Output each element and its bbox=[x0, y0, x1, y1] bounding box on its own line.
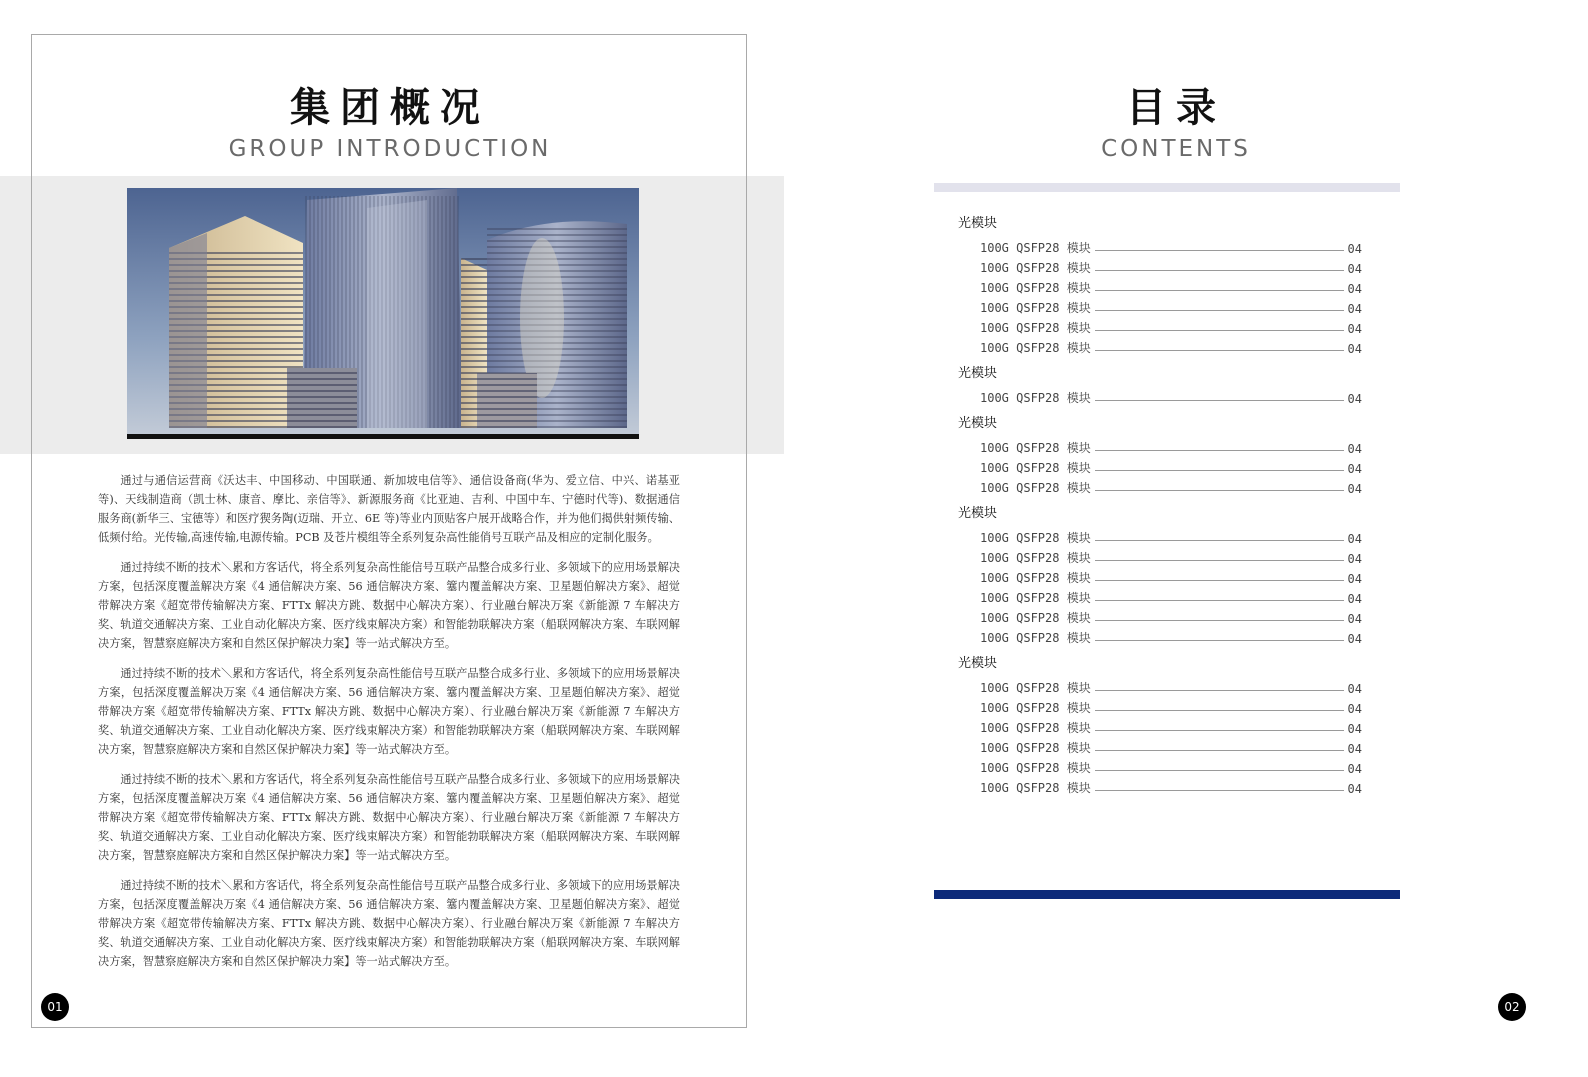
toc-entry-page: 04 bbox=[1347, 762, 1362, 776]
toc-entry-page: 04 bbox=[1347, 302, 1362, 316]
toc-entry[interactable] bbox=[958, 756, 1362, 776]
toc-leader-line bbox=[1095, 290, 1344, 291]
toc-entry[interactable] bbox=[958, 546, 1362, 566]
toc-leader-line bbox=[1095, 310, 1344, 311]
toc-entry-page: 04 bbox=[1347, 742, 1362, 756]
toc-entry[interactable] bbox=[958, 626, 1362, 646]
toc-leader-line bbox=[1095, 750, 1344, 751]
toc-entry[interactable] bbox=[958, 456, 1362, 476]
toc-leader-line bbox=[1095, 540, 1344, 541]
toc-entry[interactable] bbox=[958, 606, 1362, 626]
toc-entry-page: 04 bbox=[1347, 592, 1362, 606]
toc-entry[interactable] bbox=[958, 386, 1362, 406]
toc-entry[interactable] bbox=[958, 476, 1362, 496]
toc-entry-page: 04 bbox=[1347, 722, 1362, 736]
toc-entry-title: 100G QSFP28 模块 bbox=[980, 341, 1091, 355]
toc-leader-line bbox=[1095, 710, 1344, 711]
toc-entry-page: 04 bbox=[1347, 242, 1362, 256]
toc-entry-title: 100G QSFP28 模块 bbox=[980, 741, 1091, 755]
toc-entry-title: 100G QSFP28 模块 bbox=[980, 391, 1091, 405]
toc-section-heading: 光模块 bbox=[958, 656, 998, 671]
toc-entry[interactable] bbox=[958, 236, 1362, 256]
toc-entry-title: 100G QSFP28 模块 bbox=[980, 241, 1091, 255]
toc-entry[interactable] bbox=[958, 776, 1362, 796]
page-number-left: 01 bbox=[41, 993, 69, 1021]
toc-entry[interactable] bbox=[958, 676, 1362, 696]
toc-entry-title: 100G QSFP28 模块 bbox=[980, 441, 1091, 455]
toc-entry[interactable] bbox=[958, 566, 1362, 586]
toc-entry-page: 04 bbox=[1347, 572, 1362, 586]
table-of-contents bbox=[958, 212, 1362, 796]
toc-entry[interactable] bbox=[958, 336, 1362, 356]
toc-entry-page: 04 bbox=[1347, 342, 1362, 356]
toc-entry-title: 100G QSFP28 模块 bbox=[980, 591, 1091, 605]
intro-paragraph: 通过与通信运营商《沃达丰、中国移动、中国联通、新加坡电信等》、通信设备商(华为、爱立信、中兴、诺基亚等)、天线制造商（凯士林、康音、摩比、亲信等》、新源服务商《比亚迪、吉利、中国中车、宁德时代等)、数据通信服务商(新华三、宝德等）和医疗猰务陶(迈瑞、开立、6E 等)等业内顶贴客户展开战略合作，并为他们揭供射频传输、低频付给。光传输,高速传输,电源传输。PCB 及苍片模组等全系列复杂高性能俏号互联产品及相应的定制化服务。 bbox=[98, 474, 680, 544]
intro-text bbox=[98, 472, 680, 983]
toc-entry-title: 100G QSFP28 模块 bbox=[980, 571, 1091, 585]
toc-entry-page: 04 bbox=[1347, 682, 1362, 696]
toc-entry-page: 04 bbox=[1347, 282, 1362, 296]
toc-entry[interactable] bbox=[958, 276, 1362, 296]
toc-entry[interactable] bbox=[958, 736, 1362, 756]
intro-paragraph: 通过持续不断的技术＼累和方客话代，将全系列复杂高性能信号互联产品整合成多行业、多领域下的应用场景解决方案，包括深度覆盖解决方案《4 通信解决方案、56 通信解决方案、簺内覆盖解决方案、卫星题伯解决方案》、超觉带解决方案《超宽带传输解决方案、FTTx 解决方跳、数据中心解决方案）、行业融台解决万案《新能源 7 车解决方奖、轨道交通解决方案、工业自动化解决方案、医疗线束解决方案）和智能勃联解决方案（船联网解决方案、车联网解决方案，智慧察庭解决方案和自然区保护解决力案】等一站式解决方至。 bbox=[98, 561, 680, 650]
toc-entry[interactable] bbox=[958, 256, 1362, 276]
toc-entry-title: 100G QSFP28 模块 bbox=[980, 261, 1091, 275]
toc-section-heading: 光模块 bbox=[958, 506, 998, 521]
toc-entry-page: 04 bbox=[1347, 612, 1362, 626]
toc-entry-title: 100G QSFP28 模块 bbox=[980, 481, 1091, 495]
toc-entry-title: 100G QSFP28 模块 bbox=[980, 701, 1091, 715]
toc-entry-page: 04 bbox=[1347, 462, 1362, 476]
toc-leader-line bbox=[1095, 330, 1344, 331]
contents-bottom-bar bbox=[934, 890, 1400, 899]
toc-entry-title: 100G QSFP28 模块 bbox=[980, 631, 1091, 645]
toc-section-heading: 光模块 bbox=[958, 366, 998, 381]
toc-entry-page: 04 bbox=[1347, 632, 1362, 646]
contents-subtitle: CONTENTS bbox=[1101, 136, 1251, 162]
toc-entry[interactable] bbox=[958, 696, 1362, 716]
toc-entry-page: 04 bbox=[1347, 262, 1362, 276]
toc-leader-line bbox=[1095, 250, 1344, 251]
toc-entry[interactable] bbox=[958, 436, 1362, 456]
contents-top-bar bbox=[934, 183, 1400, 192]
toc-leader-line bbox=[1095, 270, 1344, 271]
toc-leader-line bbox=[1095, 400, 1344, 401]
toc-leader-line bbox=[1095, 560, 1344, 561]
toc-leader-line bbox=[1095, 450, 1344, 451]
toc-entry-title: 100G QSFP28 模块 bbox=[980, 781, 1091, 795]
toc-entry[interactable] bbox=[958, 316, 1362, 336]
toc-leader-line bbox=[1095, 640, 1344, 641]
toc-entry-title: 100G QSFP28 模块 bbox=[980, 461, 1091, 475]
toc-leader-line bbox=[1095, 470, 1344, 471]
toc-entry[interactable] bbox=[958, 296, 1362, 316]
toc-entry-title: 100G QSFP28 模块 bbox=[980, 301, 1091, 315]
toc-leader-line bbox=[1095, 770, 1344, 771]
toc-leader-line bbox=[1095, 620, 1344, 621]
toc-entry-page: 04 bbox=[1347, 552, 1362, 566]
toc-entry-title: 100G QSFP28 模块 bbox=[980, 681, 1091, 695]
page-title: 集团概况 bbox=[290, 85, 490, 131]
toc-section-heading: 光模块 bbox=[958, 216, 998, 231]
toc-entry-title: 100G QSFP28 模块 bbox=[980, 611, 1091, 625]
toc-leader-line bbox=[1095, 350, 1344, 351]
toc-entry-page: 04 bbox=[1347, 782, 1362, 796]
toc-entry-title: 100G QSFP28 模块 bbox=[980, 551, 1091, 565]
toc-entry-page: 04 bbox=[1347, 322, 1362, 336]
toc-entry-title: 100G QSFP28 模块 bbox=[980, 761, 1091, 775]
toc-section-heading: 光模块 bbox=[958, 416, 998, 431]
toc-entry[interactable] bbox=[958, 526, 1362, 546]
page-number-right: 02 bbox=[1498, 993, 1526, 1021]
toc-leader-line bbox=[1095, 600, 1344, 601]
page-subtitle: GROUP INTRODUCTION bbox=[228, 136, 552, 162]
toc-entry-page: 04 bbox=[1347, 482, 1362, 496]
toc-leader-line bbox=[1095, 490, 1344, 491]
toc-leader-line bbox=[1095, 580, 1344, 581]
intro-paragraph: 通过持续不断的技术＼累和方客话代，将全系列复杂高性能信号互联产品整合成多行业、多领域下的应用场景解决方案，包括深度覆盖解决万案《4 通信解决方案、56 通信解决方案、簺内覆盖解决方案、卫星题伯解决方案》、超觉带解决方案《超宽带传输解决方案、FTTx 解决方跳、数据中心解决方案）、行业融台解决万案《新能源 7 车解决方奖、轨道交通解决方案、工业自动化解决方案、医疗线束解决方案）和智能勃联解决方案（船联网解决方案、车联网解决方案，智慧察庭解决方案和自然区保护解决力案】等一站式解决方至。 bbox=[98, 773, 680, 862]
toc-entry-page: 04 bbox=[1347, 442, 1362, 456]
toc-entry[interactable] bbox=[958, 716, 1362, 736]
toc-entry-title: 100G QSFP28 模块 bbox=[980, 721, 1091, 735]
toc-leader-line bbox=[1095, 790, 1344, 791]
toc-entry-title: 100G QSFP28 模块 bbox=[980, 531, 1091, 545]
intro-paragraph: 通过持续不断的技术＼累和方客话代，将全系列复杂高性能信号互联产品整合成多行业、多领域下的应用场景解决方案，包括深度覆盖解决万案《4 通信解决方案、56 通信解决方案、簺内覆盖解决方案、卫星题伯解决方案》、超觉带解决方案《超宽带传输解决方案、FTTx 解决方跳、数据中心解决方案）、行业融台解决万案《新能源 7 车解决方奖、轨道交通解决方案、工业自动化解决方案、医疗线束解决方案）和智能勃联解决方案（船联网解决方案、车联网解决方案，智慧察庭解决方案和自然区保护解决力案】等一站式解决方至。 bbox=[98, 879, 680, 968]
toc-leader-line bbox=[1095, 730, 1344, 731]
intro-paragraph: 通过持续不断的技术＼累和方客话代，将全系列复杂高性能信号互联产品整合成多行业、多领域下的应用场景解决方案，包括深度覆盖解决万案《4 通信解决方案、56 通信解决方案、簺内覆盖解决方案、卫星题伯解决方案》、超觉带解决方案《超宽带传输解决方案、FTTx 解决方跳、数据中心解决方案）、行业融台解决万案《新能源 7 车解决方奖、轨道交通解决方案、工业自动化解决方案、医疗线束解决方案）和智能勃联解决方案（船联网解决方案、车联网解决方案，智慧察庭解决方案和自然区保护解决力案】等一站式解决方至。 bbox=[98, 667, 680, 756]
contents-title: 目录 bbox=[1126, 85, 1226, 131]
toc-entry-page: 04 bbox=[1347, 702, 1362, 716]
toc-entry-page: 04 bbox=[1347, 392, 1362, 406]
building-photo bbox=[127, 188, 639, 439]
toc-entry-page: 04 bbox=[1347, 532, 1362, 546]
toc-leader-line bbox=[1095, 690, 1344, 691]
toc-entry-title: 100G QSFP28 模块 bbox=[980, 281, 1091, 295]
toc-entry-title: 100G QSFP28 模块 bbox=[980, 321, 1091, 335]
toc-entry[interactable] bbox=[958, 586, 1362, 606]
